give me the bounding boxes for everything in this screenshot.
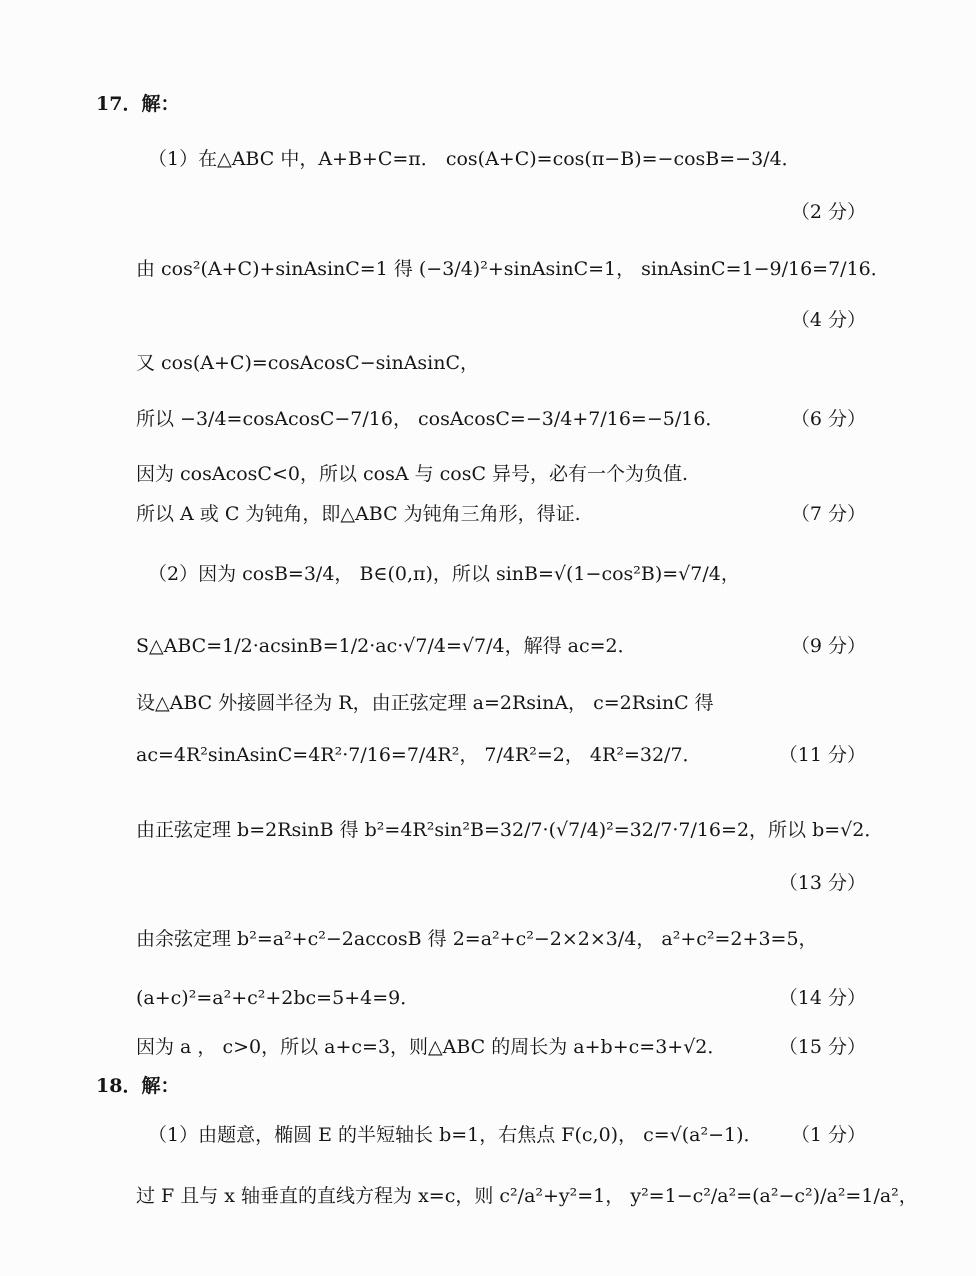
- q18-line-2: 过 F 且与 x 轴垂直的直线方程为 x=c，则 c²/a²+y²=1， y²=1−c²/a²=(a²−c²)/a²=1/a²，: [136, 1185, 918, 1207]
- q17-line-13: 由正弦定理 b=2RsinB 得 b²=4R²sin²B=32/7·(√7/4)²=32/7·7/16=2，所以 b=√2．: [136, 819, 884, 841]
- q17-line-7: 因为 cosAcosC<0，所以 cosA 与 cosC 异号，必有一个为负值.: [136, 463, 689, 485]
- q18-line-1: （1）由题意，椭圆 E 的半短轴长 b=1，右焦点 F(c,0)， c=√(a²−1)． （1 分）: [148, 1123, 866, 1146]
- q17-score-4: （4 分）: [790, 309, 866, 331]
- q17-line-11: 设△ABC 外接圆半径为 R，由正弦定理 a=2RsinA， c=2RsinC 得: [136, 692, 714, 714]
- q17-line-3: 由 cos²(A+C)+sinAsinC=1 得 (−3/4)²+sinAsinC=1， sinAsinC=1−9/16=7/16．: [136, 258, 890, 280]
- q17-line-1: （1）在△ABC 中，A+B+C=π． cos(A+C)=cos(π−B)=−cosB=−3/4．: [148, 148, 801, 170]
- q17-line-8: 所以 A 或 C 为钝角，即△ABC 为钝角三角形，得证. （7 分）: [136, 502, 866, 525]
- q17-line-9: （2）因为 cosB=3/4， B∈(0,π)，所以 sinB=√(1−cos²B)=√7/4，: [148, 563, 740, 585]
- q17-line-6: 所以 −3/4=cosAcosC−7/16， cosAcosC=−3/4+7/16=−5/16． （6 分）: [136, 407, 866, 430]
- q17-line-15: 由余弦定理 b²=a²+c²−2accosB 得 2=a²+c²−2×2×3/4， a²+c²=2+3=5，: [136, 928, 818, 950]
- q17-line-5: 又 cos(A+C)=cosAcosC−sinAsinC，: [136, 352, 480, 374]
- q17-line-10: S△ABC=1/2·acsinB=1/2·ac·√7/4=√7/4，解得 ac=2． （9 分）: [136, 634, 866, 657]
- q18-header: 18．解：: [96, 1075, 180, 1097]
- q17-line-17: 因为 a ， c>0，所以 a+c=3，则△ABC 的周长为 a+b+c=3+√2． （15 分）: [136, 1035, 866, 1058]
- q17-score-13: （13 分）: [778, 872, 866, 894]
- q17-header: 17．解：: [96, 93, 180, 115]
- q17-line-12: ac=4R²sinAsinC=4R²·7/16=7/4R²， 7/4R²=2， 4R²=32/7． （11 分）: [136, 743, 866, 766]
- q17-line-16: (a+c)²=a²+c²+2bc=5+4=9． （14 分）: [136, 986, 866, 1009]
- q17-score-2: （2 分）: [790, 201, 866, 223]
